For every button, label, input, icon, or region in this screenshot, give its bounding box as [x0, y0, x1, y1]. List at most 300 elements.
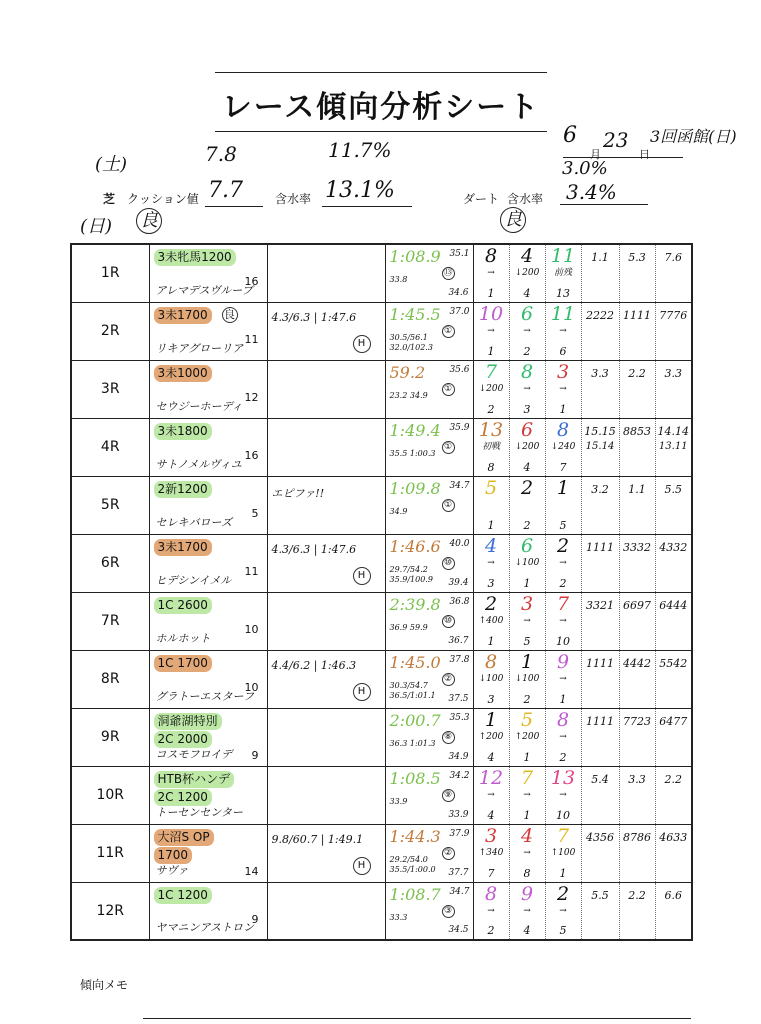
race-last3f: 36.7 [448, 635, 469, 646]
race-last3f: 34.5 [448, 925, 469, 935]
odds-cell[interactable] [619, 882, 655, 940]
placing-popularity: 10 [556, 808, 570, 822]
race-splits: 30.3/54.7 36.5/1:01.1 [389, 680, 436, 700]
placing-cell[interactable] [473, 360, 509, 418]
turf-sun-mark: (日) [80, 216, 113, 237]
odds-cell[interactable] [619, 534, 655, 592]
race-corner: ① [442, 325, 455, 338]
date-day-note: 3回函館(日) [650, 127, 737, 146]
race-last3f: 34.9 [448, 751, 469, 762]
race-corner: ① [442, 499, 455, 512]
odds-cell[interactable] [581, 360, 619, 418]
placing-cell[interactable] [545, 534, 581, 592]
turf-moisture-underline [322, 206, 412, 207]
race-info-cell[interactable] [149, 766, 267, 824]
race-type: 3未1800 [154, 423, 212, 440]
dirt-moisture-sat: 3.0% [562, 158, 608, 179]
placing-cell[interactable] [473, 244, 509, 302]
placing-horse: 11 [550, 302, 576, 325]
race-row [71, 592, 692, 650]
placing-popularity: 2 [523, 692, 531, 706]
race-type: 大沼S OP [154, 829, 214, 846]
race-first3f: 35.3 [449, 712, 470, 723]
odds-cell[interactable] [655, 418, 692, 476]
placing-cell[interactable] [509, 244, 545, 302]
race-splits: 34.9 [389, 506, 408, 516]
odds-value: 7723 [623, 714, 651, 728]
placing-cell[interactable] [473, 592, 509, 650]
odds-cell[interactable] [581, 650, 619, 708]
odds-cell[interactable] [581, 302, 619, 360]
odds-cell[interactable] [581, 534, 619, 592]
race-time-cell[interactable] [385, 708, 473, 766]
race-time: 1:08.7 [389, 884, 441, 904]
odds-cell[interactable] [581, 882, 619, 940]
race-last3f: 37.5 [448, 693, 469, 704]
placing-horse: 7 [556, 824, 570, 847]
race-number: 4R [71, 418, 149, 476]
race-last3f: 39.4 [448, 577, 469, 588]
race-field-size: 5 [251, 506, 259, 520]
odds-cell[interactable] [619, 244, 655, 302]
race-row [71, 882, 692, 940]
race-field-size: 10 [244, 680, 259, 694]
placing-popularity: 1 [559, 866, 567, 880]
dirt-going: 良 [500, 207, 526, 233]
race-number: 9R [71, 708, 149, 766]
placing-horse: 8 [484, 882, 498, 905]
placing-move: → [523, 325, 531, 336]
memo-label: 傾向メモ [80, 978, 129, 992]
placing-move: ↑340 [478, 847, 504, 858]
placing-move: ↑100 [550, 847, 576, 858]
race-pace-cell[interactable] [267, 650, 385, 708]
race-type: 洞爺湖特別 [154, 713, 222, 730]
race-corner: ⑩ [442, 557, 455, 570]
race-field-size: 9 [251, 912, 259, 926]
placing-cell[interactable] [509, 534, 545, 592]
placing-horse: 1 [484, 708, 498, 731]
placing-horse: 3 [520, 592, 534, 615]
odds-cell[interactable] [655, 360, 692, 418]
placing-cell[interactable] [509, 766, 545, 824]
race-type: 1C 1700 [154, 655, 212, 672]
odds-cell[interactable] [581, 708, 619, 766]
pace-badge: H [353, 857, 371, 875]
odds-value-2: 15.14 [585, 440, 615, 452]
placing-horse: 10 [478, 302, 504, 325]
placing-cell[interactable] [473, 650, 509, 708]
race-type-2: 2C 1200 [154, 789, 212, 806]
placing-horse: 2 [556, 882, 570, 905]
race-time: 1:08.9 [389, 247, 441, 266]
placing-cell[interactable] [509, 476, 545, 534]
placing-popularity: 4 [523, 286, 531, 300]
race-splits: 30.5/56.1 32.0/102.3 [389, 332, 433, 352]
placing-cell[interactable] [509, 418, 545, 476]
placing-popularity: 3 [487, 576, 495, 590]
placing-cell[interactable] [509, 360, 545, 418]
race-row [71, 766, 692, 824]
placing-cell[interactable] [473, 708, 509, 766]
odds-value: 1.1 [591, 251, 609, 264]
race-info-cell[interactable] [149, 476, 267, 534]
placing-popularity: 2 [523, 344, 531, 358]
odds-value: 3.3 [628, 772, 646, 786]
placing-cell[interactable] [509, 650, 545, 708]
odds-cell[interactable] [619, 766, 655, 824]
race-last3f: 37.7 [448, 867, 469, 878]
placing-popularity: 4 [523, 460, 531, 474]
race-corner: ③ [442, 905, 455, 918]
odds-cell[interactable] [581, 244, 619, 302]
race-time: 1:08.5 [389, 768, 441, 788]
race-first3f: 35.1 [449, 249, 470, 259]
turf-label: 芝 [103, 192, 116, 206]
date-day: 23 [603, 128, 629, 152]
race-winner: サトノメルヴィユ [155, 457, 242, 471]
placing-popularity: 1 [559, 402, 567, 416]
race-first3f: 34.7 [449, 886, 470, 897]
date-day-unit: 日 [639, 148, 650, 161]
placing-move: → [523, 615, 531, 626]
race-first3f: 37.0 [449, 306, 470, 317]
race-time-cell[interactable] [385, 766, 473, 824]
odds-cell[interactable] [619, 302, 655, 360]
race-last3f: 34.6 [448, 287, 469, 298]
placing-cell[interactable] [509, 302, 545, 360]
placing-move: ↓200 [478, 383, 504, 394]
odds-cell[interactable] [619, 824, 655, 882]
odds-cell[interactable] [581, 592, 619, 650]
race-field-size: 16 [244, 275, 259, 288]
placing-cell[interactable] [545, 360, 581, 418]
placing-move: → [523, 905, 531, 916]
page-title: レース傾向分析シート [221, 90, 541, 125]
placing-cell[interactable] [509, 882, 545, 940]
placing-move: ↓200 [514, 441, 540, 452]
odds-value: 3.2 [591, 482, 609, 496]
placing-horse: 5 [484, 476, 498, 499]
odds-value: 3.3 [591, 366, 609, 380]
odds-cell[interactable] [655, 476, 692, 534]
placing-horse: 3 [556, 360, 570, 383]
placing-popularity: 2 [487, 402, 495, 416]
race-time: 1:09.8 [389, 478, 441, 498]
race-number: 8R [71, 650, 149, 708]
race-field-size: 11 [244, 564, 259, 578]
placing-horse: 2 [556, 534, 570, 557]
odds-cell[interactable] [655, 766, 692, 824]
race-pace: エピファ!! [271, 486, 325, 500]
odds-cell[interactable] [619, 650, 655, 708]
race-splits: 33.3 [389, 912, 408, 922]
placing-cell[interactable] [473, 882, 509, 940]
race-number: 5R [71, 476, 149, 534]
placing-cell[interactable] [509, 592, 545, 650]
placing-move: ↓240 [550, 441, 576, 452]
race-going-note: 良 [222, 307, 238, 323]
placing-cell[interactable] [473, 534, 509, 592]
race-pace-cell[interactable] [267, 824, 385, 882]
odds-cell[interactable] [619, 476, 655, 534]
odds-cell[interactable] [619, 592, 655, 650]
race-last3f: 33.9 [448, 809, 469, 820]
race-info-cell[interactable] [149, 882, 267, 940]
race-pace-cell[interactable] [267, 766, 385, 824]
placing-horse: 9 [520, 882, 534, 905]
race-number: 6R [71, 534, 149, 592]
race-splits: 36.3 1:01.3 [389, 738, 436, 748]
placing-move: ↓100 [478, 673, 504, 684]
turf-going: 良 [136, 208, 162, 234]
race-time-cell[interactable] [385, 360, 473, 418]
race-time-cell[interactable] [385, 418, 473, 476]
placing-popularity: 4 [487, 750, 495, 764]
placing-cell[interactable] [545, 476, 581, 534]
race-field-size: 12 [244, 390, 259, 404]
race-info-cell[interactable] [149, 592, 267, 650]
dirt-moisture-label: 含水率 [507, 192, 544, 206]
race-pace-cell[interactable] [267, 244, 385, 302]
placing-cell[interactable] [545, 824, 581, 882]
race-pace-cell[interactable] [267, 708, 385, 766]
placing-popularity: 2 [523, 518, 531, 532]
race-first3f: 35.6 [449, 364, 470, 375]
odds-value: 5542 [659, 656, 688, 670]
race-splits: 29.2/54.0 35.5/1:00.0 [389, 854, 436, 874]
placing-popularity: 3 [523, 402, 531, 416]
race-pace-cell[interactable] [267, 360, 385, 418]
placing-move: → [523, 847, 531, 858]
placing-cell[interactable] [545, 882, 581, 940]
race-time: 1:45.5 [389, 304, 441, 324]
race-time-cell[interactable] [385, 882, 473, 940]
race-pace-cell[interactable] [267, 882, 385, 940]
race-corner: ② [442, 673, 455, 686]
race-corner: ① [442, 383, 455, 396]
placing-move: → [487, 557, 495, 568]
race-pace: 4.4/6.2 | 1:46.3 [271, 658, 357, 672]
race-info-cell[interactable] [149, 418, 267, 476]
placing-popularity: 1 [559, 692, 567, 706]
placing-popularity: 2 [559, 576, 567, 590]
odds-cell[interactable] [655, 302, 692, 360]
placing-cell[interactable] [473, 302, 509, 360]
placing-cell[interactable] [545, 418, 581, 476]
dirt-moisture-underline [560, 204, 648, 205]
placing-cell[interactable] [473, 476, 509, 534]
odds-value-2: 13.11 [658, 440, 688, 452]
race-time: 2:39.8 [389, 594, 441, 614]
placing-cell[interactable] [545, 766, 581, 824]
odds-value: 2222 [586, 308, 614, 322]
odds-value: 15.15 [584, 424, 616, 438]
placing-popularity: 3 [487, 692, 495, 706]
placing-move: → [523, 383, 531, 394]
race-pace-cell[interactable] [267, 418, 385, 476]
race-time: 59.2 [389, 362, 426, 382]
race-type: 3未1700 [154, 307, 212, 324]
placing-popularity: 5 [523, 634, 531, 648]
race-time-cell[interactable] [385, 592, 473, 650]
pace-badge: H [353, 683, 371, 701]
odds-cell[interactable] [655, 650, 692, 708]
race-corner: ⑧ [442, 731, 455, 744]
odds-cell[interactable] [581, 476, 619, 534]
placing-horse: 8 [484, 245, 498, 267]
placing-horse: 1 [520, 650, 534, 673]
odds-value: 1111 [586, 714, 614, 728]
placing-popularity: 1 [487, 286, 495, 300]
race-field-size: 14 [244, 864, 259, 878]
placing-horse: 4 [520, 245, 534, 267]
race-time: 1:46.6 [389, 536, 441, 556]
placing-horse: 4 [520, 824, 534, 847]
odds-cell[interactable] [655, 824, 692, 882]
odds-cell[interactable] [581, 824, 619, 882]
race-field-size: 16 [244, 448, 259, 462]
placing-cell[interactable] [509, 708, 545, 766]
race-pace-cell[interactable] [267, 534, 385, 592]
placing-popularity: 1 [523, 750, 531, 764]
race-type: 3未牝馬1200 [154, 249, 236, 266]
placing-horse: 6 [520, 534, 534, 557]
race-number: 7R [71, 592, 149, 650]
placing-cell[interactable] [473, 824, 509, 882]
odds-value: 5.3 [628, 251, 646, 264]
odds-value: 3332 [623, 540, 651, 554]
race-info-cell[interactable] [149, 302, 267, 360]
race-corner: ⑬ [443, 268, 453, 278]
race-first3f: 37.9 [449, 828, 470, 839]
race-winner: トーセンセンター [155, 805, 243, 819]
race-info-cell[interactable] [149, 650, 267, 708]
odds-value: 14.14 [657, 424, 689, 438]
race-type-2: 1700 [154, 847, 193, 864]
race-row [71, 650, 692, 708]
odds-value: 4633 [659, 830, 688, 844]
odds-value: 7776 [659, 308, 688, 322]
race-info-cell[interactable] [149, 244, 267, 302]
odds-cell[interactable] [655, 592, 692, 650]
placing-move: → [559, 615, 567, 626]
placing-cell[interactable] [545, 302, 581, 360]
odds-cell[interactable] [619, 708, 655, 766]
placing-popularity: 8 [523, 866, 531, 880]
placing-popularity: 10 [556, 634, 570, 648]
odds-cell[interactable] [619, 418, 655, 476]
placing-cell[interactable] [545, 650, 581, 708]
odds-value: 8853 [623, 424, 651, 438]
race-info-cell[interactable] [149, 824, 267, 882]
memo-line[interactable] [143, 1018, 691, 1019]
placing-horse: 2 [484, 592, 498, 615]
placing-popularity: 5 [559, 924, 567, 937]
race-time-cell[interactable] [385, 824, 473, 882]
placing-popularity: 1 [523, 808, 531, 822]
placing-cell[interactable] [545, 592, 581, 650]
odds-value: 2.2 [628, 366, 646, 380]
odds-cell[interactable] [655, 708, 692, 766]
date-month: 6 [563, 123, 577, 148]
odds-value: 5.5 [664, 482, 682, 496]
race-time: 1:45.0 [389, 652, 441, 672]
odds-value: 6697 [623, 598, 651, 612]
race-table-body [71, 244, 692, 940]
placing-horse: 9 [556, 650, 570, 673]
race-splits: 23.2 34.9 [389, 390, 428, 400]
race-splits: 36.9 59.9 [389, 622, 428, 632]
placing-move: 前残 [553, 268, 572, 278]
placing-cell[interactable] [473, 418, 509, 476]
placing-move: ↓100 [514, 673, 540, 684]
race-pace-cell[interactable] [267, 302, 385, 360]
race-type: 1C 2600 [154, 597, 212, 614]
race-corner: ① [442, 441, 455, 454]
odds-cell[interactable] [581, 418, 619, 476]
race-row [71, 418, 692, 476]
race-time-cell[interactable] [385, 302, 473, 360]
placing-move: ↑200 [478, 731, 504, 742]
race-type: 1C 1200 [154, 887, 212, 904]
race-splits: 29.7/54.2 35.9/100.9 [389, 564, 433, 584]
odds-cell[interactable] [581, 766, 619, 824]
race-row [71, 360, 692, 418]
odds-cell[interactable] [655, 244, 692, 302]
odds-value: 8786 [623, 830, 651, 844]
odds-cell[interactable] [619, 360, 655, 418]
placing-horse: 7 [556, 592, 570, 615]
odds-cell[interactable] [655, 882, 692, 940]
placing-horse: 8 [556, 418, 570, 441]
odds-cell[interactable] [655, 534, 692, 592]
race-table [70, 243, 693, 941]
turf-cushion-underline [205, 206, 263, 207]
placing-cell[interactable] [473, 766, 509, 824]
race-time-cell[interactable] [385, 476, 473, 534]
placing-horse: 8 [556, 708, 570, 731]
race-row [71, 302, 692, 360]
race-splits: 33.8 [389, 275, 408, 284]
placing-horse: 11 [550, 245, 576, 267]
race-number: 10R [71, 766, 149, 824]
placing-cell[interactable] [509, 824, 545, 882]
title-rule-bottom [215, 131, 547, 132]
race-pace-cell[interactable] [267, 476, 385, 534]
race-time-cell[interactable] [385, 244, 473, 302]
race-winner: ヤマニンアストロン [155, 921, 255, 934]
placing-cell[interactable] [545, 708, 581, 766]
placing-move: 初戦 [481, 441, 500, 452]
odds-value: 6.6 [664, 888, 682, 902]
race-info-cell[interactable] [149, 534, 267, 592]
placing-popularity: 4 [523, 924, 531, 937]
race-winner: ヒデシンイメル [155, 573, 232, 587]
race-winner: セウジーホーディ [155, 399, 243, 413]
race-pace-cell[interactable] [267, 592, 385, 650]
race-info-cell[interactable] [149, 708, 267, 766]
race-time-cell[interactable] [385, 650, 473, 708]
placing-cell[interactable] [545, 244, 581, 302]
race-time-cell[interactable] [385, 534, 473, 592]
placing-move: ↑400 [478, 615, 504, 626]
race-corner: ⑩ [442, 615, 455, 628]
race-winner: ホルホット [155, 631, 211, 645]
race-winner: リキアグローリア [155, 341, 244, 355]
race-info-cell[interactable] [149, 360, 267, 418]
race-pace: 4.3/6.3 | 1:47.6 [271, 310, 357, 324]
